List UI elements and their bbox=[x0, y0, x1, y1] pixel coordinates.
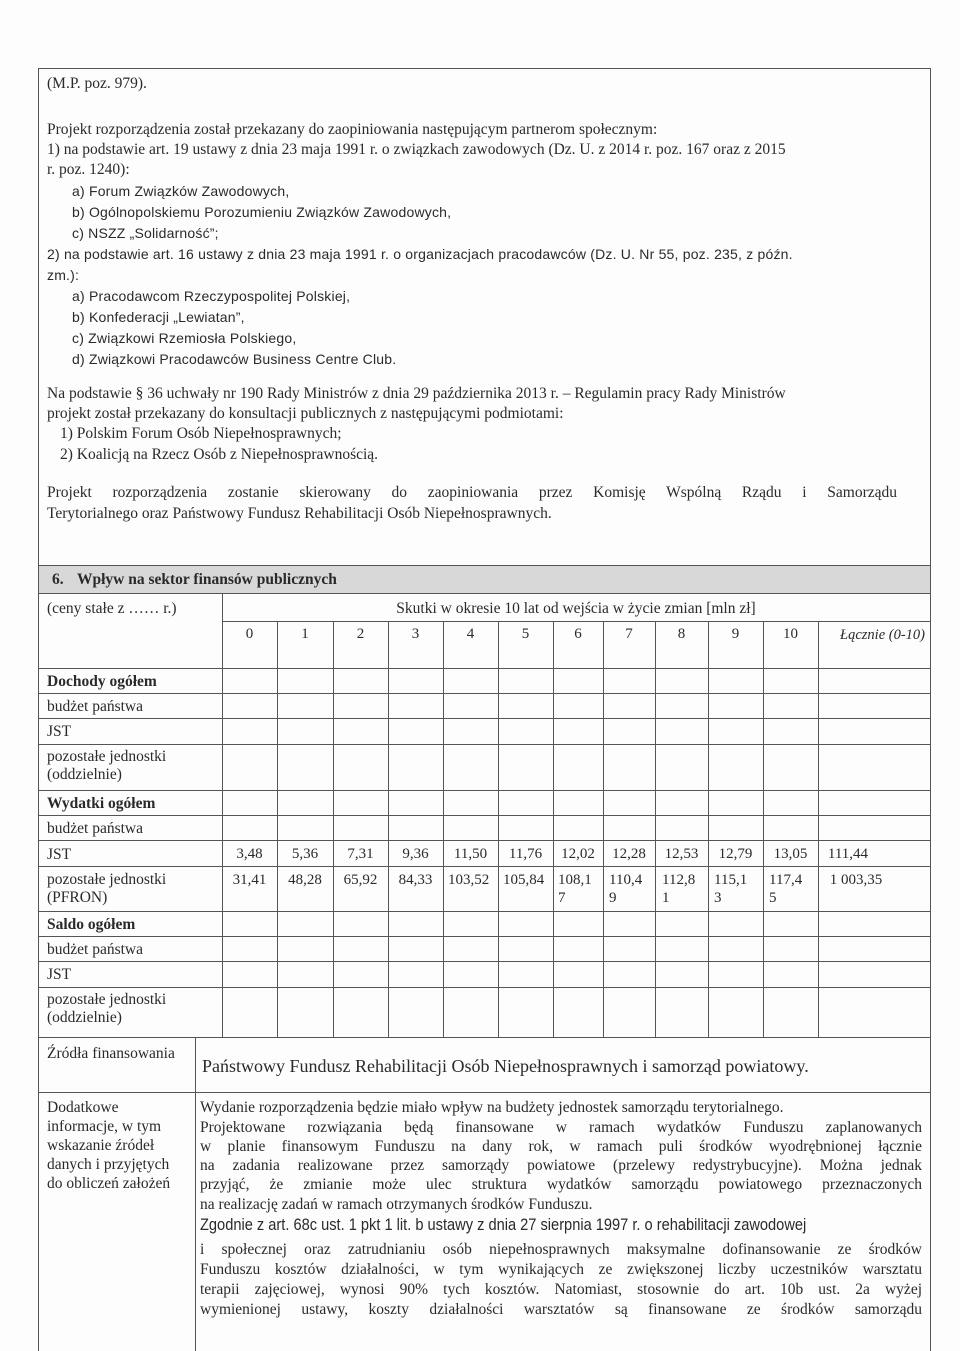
additional-line: wymienionej ustawy, koszty działalności warsztatów są finansowane ze środków samorządu bbox=[200, 1301, 922, 1318]
employer-item: b) Konfederacji „Lewiatan”, bbox=[72, 309, 245, 325]
pfron-value: 31,41 bbox=[232, 872, 267, 888]
additional-line: na zadania realizowane przez samorządy powiatowe (przelewy redystrybucyjne). Można jednak bbox=[200, 1157, 922, 1174]
jst-value: 12,79 bbox=[718, 846, 753, 862]
additional-line: w planie finansowym Funduszu na dany rok, w ramach puli środków wyodrębnionej łącznie bbox=[200, 1138, 922, 1155]
total-header: Łącznie (0-10) bbox=[840, 627, 925, 643]
additional-line: Zgodnie z art. 68c ust. 1 pkt 1 lit. b ustawy z dnia 27 sierpnia 1997 r. o rehabilitacji zawodowej bbox=[200, 1215, 807, 1234]
pfron-value: 103,52 bbox=[448, 872, 490, 888]
pfron-value: 65,92 bbox=[343, 872, 378, 888]
additional-line: Wydanie rozporządzenia będzie miało wpływ na budżety jednostek samorządu terytorialnego. bbox=[200, 1099, 784, 1116]
row-label: pozostałe jednostki (PFRON) bbox=[47, 871, 167, 906]
source-label: Źródła finansowania bbox=[47, 1045, 175, 1062]
row-label: budżet państwa bbox=[47, 698, 143, 715]
pfron-value: 112,81 bbox=[662, 872, 696, 906]
additional-line: przyjąć, że zmianie może ulec struktura wydatków samorządu powiatowego przeznaczonych bbox=[200, 1176, 922, 1193]
regulamin-line: 1) Polskim Forum Osób Niepełnosprawnych; bbox=[60, 425, 342, 442]
jst-value: 3,48 bbox=[236, 846, 263, 862]
row-label: JST bbox=[47, 846, 72, 863]
commission-line: Terytorialnego oraz Państwowy Fundusz Rehabilitacji Osób Niepełnosprawnych. bbox=[47, 505, 552, 522]
employer-item: c) Związkowi Rzemiosła Polskiego, bbox=[72, 330, 297, 346]
pfron-value: 105,84 bbox=[503, 872, 545, 888]
jst-value: 9,36 bbox=[402, 846, 429, 862]
year-header: 10 bbox=[783, 626, 798, 642]
jst-value: 12,53 bbox=[664, 846, 699, 862]
pfron-value: 84,33 bbox=[398, 872, 433, 888]
commission-line: Projekt rozporządzenia zostanie skierowany do zaopiniowania przez Komisję Wspólną Rządu i Samorządu bbox=[47, 484, 897, 501]
union-item: b) Ogólnopolskiemu Porozumieniu Związków Zawodowych, bbox=[72, 204, 452, 220]
row-label: budżet państwa bbox=[47, 941, 143, 958]
prices-label: (ceny stałe z …… r.) bbox=[47, 600, 177, 617]
year-header: 2 bbox=[356, 626, 365, 642]
row-label-saldo: Saldo ogółem bbox=[47, 916, 136, 933]
pfron-total: 1 003,35 bbox=[829, 872, 883, 888]
consult-line: 1) na podstawie art. 19 ustawy z dnia 23 maja 1991 r. o związkach zawodowych (Dz. U. z 2014 r. poz. 167 oraz z 2015 bbox=[47, 141, 786, 158]
additional-line: Funduszu kosztów działalności, w tym wynikających ze zwiększonej liczby uczestników warsztatu bbox=[200, 1261, 922, 1278]
consult-line: r. poz. 1240): bbox=[47, 161, 130, 178]
year-header: 5 bbox=[521, 626, 530, 642]
year-header: 3 bbox=[411, 626, 420, 642]
union-item: c) NSZZ „Solidarność”; bbox=[72, 225, 219, 241]
jst-value: 12,28 bbox=[612, 846, 646, 862]
employer-item: d) Związkowi Pracodawców Business Centre Club. bbox=[72, 351, 397, 367]
source-text: Państwowy Fundusz Rehabilitacji Osób Niepełnosprawnych i samorząd powiatowy. bbox=[202, 1056, 809, 1076]
consult-line: Projekt rozporządzenia został przekazany do zaopiniowania następującym partnerom społecznym: bbox=[47, 121, 658, 138]
pfron-value: 117,45 bbox=[769, 872, 803, 906]
year-header: 7 bbox=[625, 626, 633, 642]
row-label: pozostałe jednostki (oddzielnie) bbox=[47, 748, 167, 783]
row-label: JST bbox=[47, 966, 72, 983]
year-header: 8 bbox=[677, 626, 686, 642]
year-header: 1 bbox=[301, 626, 309, 642]
regulamin-line: 2) Koalicją na Rzecz Osób z Niepełnosprawnością. bbox=[60, 446, 379, 463]
row-label-wydatki: Wydatki ogółem bbox=[47, 795, 156, 812]
additional-line: Projektowane rozwiązania będą finansowane w ramach wydatków Funduszu zaplanowanych bbox=[200, 1119, 922, 1136]
employer-item: a) Pracodawcom Rzeczypospolitej Polskiej, bbox=[72, 288, 351, 304]
effects-header: Skutki w okresie 10 lat od wejścia w życie zmian [mln zł] bbox=[396, 600, 756, 617]
jst-total: 111,44 bbox=[827, 846, 869, 862]
jst-value: 13,05 bbox=[773, 846, 808, 862]
pfron-value: 48,28 bbox=[288, 872, 322, 888]
reference: (M.P. poz. 979). bbox=[47, 75, 147, 92]
jst-value: 11,50 bbox=[453, 846, 488, 862]
jst-value: 5,36 bbox=[291, 846, 319, 862]
section-title: Wpływ na sektor finansów publicznych bbox=[77, 571, 337, 588]
union-item: a) Forum Związków Zawodowych, bbox=[72, 183, 290, 199]
jst-value: 12,02 bbox=[561, 846, 595, 862]
year-header: 4 bbox=[466, 626, 475, 642]
row-label-dochody: Dochody ogółem bbox=[47, 673, 157, 690]
regulamin-line: Na podstawie § 36 uchwały nr 190 Rady Ministrów z dnia 29 października 2013 r. – Regulamin pracy Rady Ministrów bbox=[47, 385, 786, 402]
employers-intro: 2) na podstawie art. 16 ustawy z dnia 23 maja 1991 r. o organizacjach pracodawców (Dz. U. Nr 55, poz. 235, z późn. bbox=[47, 246, 793, 262]
additional-line: na realizację zadań w ramach otrzymanych środków Funduszu. bbox=[200, 1196, 593, 1213]
year-header: 6 bbox=[574, 626, 582, 642]
row-label: JST bbox=[47, 723, 72, 740]
pfron-value: 108,17 bbox=[558, 872, 592, 906]
jst-value: 11,76 bbox=[508, 846, 543, 862]
regulamin-line: projekt został przekazany do konsultacji publicznych z następującymi podmiotami: bbox=[47, 405, 564, 422]
additional-line: i społecznej oraz zatrudnianiu osób niepełnosprawnych maksymalne dofinansowanie ze środków bbox=[200, 1241, 922, 1258]
additional-line: terapii zajęciowej, wynosi 90% tych kosztów. Natomiast, stosownie do art. 10b ust. 2a wyżej bbox=[200, 1281, 922, 1298]
section-number: 6. bbox=[52, 571, 64, 588]
pfron-value: 110,49 bbox=[609, 872, 643, 906]
row-label: pozostałe jednostki (oddzielnie) bbox=[47, 991, 167, 1026]
additional-label: Dodatkowe informacje, w tym wskazanie źródeł danych i przyjętych do obliczeń założeń bbox=[47, 1099, 171, 1192]
jst-value: 7,31 bbox=[347, 846, 374, 862]
year-header: 9 bbox=[731, 626, 740, 642]
pfron-value: 115,13 bbox=[714, 872, 748, 906]
year-header: 0 bbox=[245, 626, 254, 642]
row-label: budżet państwa bbox=[47, 820, 143, 837]
employers-intro: zm.): bbox=[47, 267, 80, 283]
